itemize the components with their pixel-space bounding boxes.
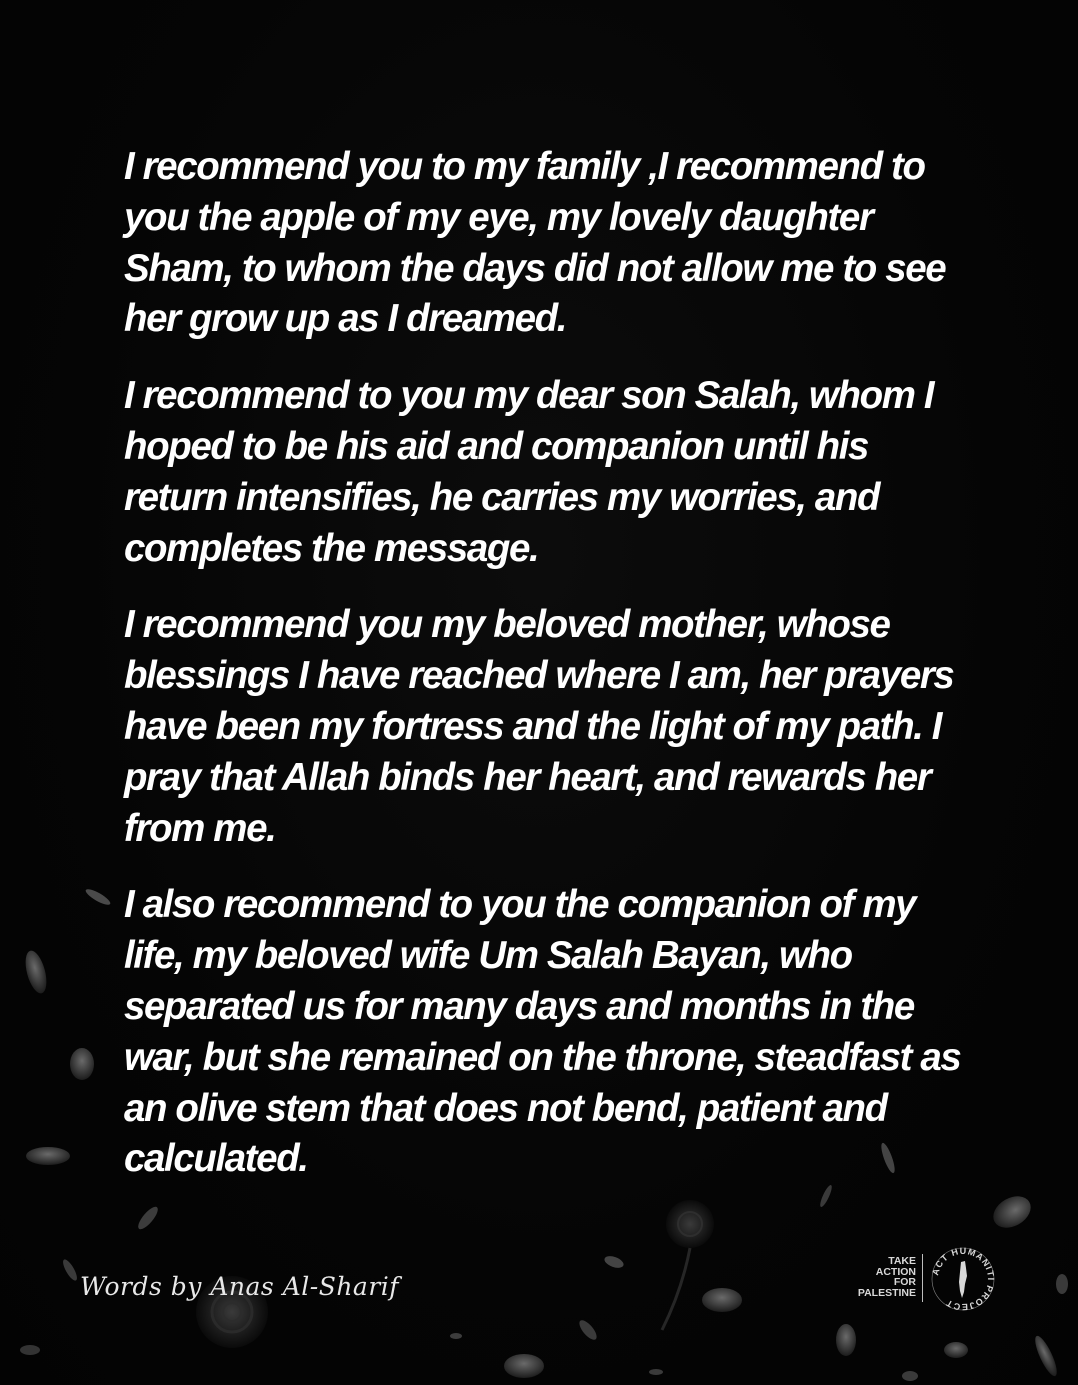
petal bbox=[26, 1147, 70, 1165]
petal bbox=[576, 1318, 599, 1343]
signature: Words by Anas Al-Sharif bbox=[80, 1272, 400, 1301]
petal bbox=[988, 1190, 1037, 1234]
paragraph-family: I recommend you to my family ,I recommend to you the apple of my eye, my lovely daughter Sham, to whom the days did not allow me to see her grow up as I dreamed. bbox=[124, 145, 946, 341]
petal bbox=[22, 948, 51, 995]
petal bbox=[70, 1048, 94, 1080]
palestine-map-icon bbox=[959, 1261, 967, 1298]
logo-line: PALESTINE bbox=[857, 1286, 916, 1299]
logo-line: TAKE bbox=[888, 1255, 916, 1267]
paragraph-wife: I also recommend to you the companion of my life, my beloved wife Um Salah Bayan, who separated us for many days and months in the war, but she remained on the throne, steadfast as an olive stem that does not bend, patient and calculated. bbox=[124, 883, 961, 1181]
petal bbox=[836, 1324, 856, 1356]
petal bbox=[603, 1254, 625, 1270]
paragraph-mother: I recommend you my beloved mother, whose blessings I have reached where I am, her prayers have been my fortress and the light of my path. I pray that Allah binds her heart, and rewards her from me. bbox=[124, 603, 954, 850]
letter-text bbox=[124, 142, 964, 1211]
petal bbox=[450, 1333, 462, 1339]
petal bbox=[1031, 1334, 1060, 1379]
svg-text:ACT HUMANITI PROJECT: ACT HUMANITI PROJECT bbox=[930, 1245, 997, 1313]
petal bbox=[504, 1354, 544, 1378]
take-action-logo bbox=[848, 1244, 998, 1314]
petal bbox=[84, 887, 112, 908]
rose-stem bbox=[662, 1248, 690, 1330]
seal-icon bbox=[928, 1244, 998, 1314]
paragraph-son: I recommend to you my dear son Salah, whom I hoped to be his aid and companion until his return intensifies, he carries my worries, and completes the message. bbox=[124, 374, 934, 570]
petal bbox=[702, 1288, 742, 1312]
petal bbox=[902, 1371, 918, 1381]
petal bbox=[944, 1342, 968, 1358]
petal bbox=[649, 1369, 663, 1375]
logo-text bbox=[858, 1256, 916, 1298]
logo-divider bbox=[922, 1254, 923, 1302]
logo-line: ACTION bbox=[875, 1265, 916, 1278]
petal bbox=[20, 1345, 40, 1355]
petal bbox=[1056, 1274, 1068, 1294]
logo-line: FOR bbox=[893, 1276, 916, 1288]
petal bbox=[61, 1258, 80, 1283]
